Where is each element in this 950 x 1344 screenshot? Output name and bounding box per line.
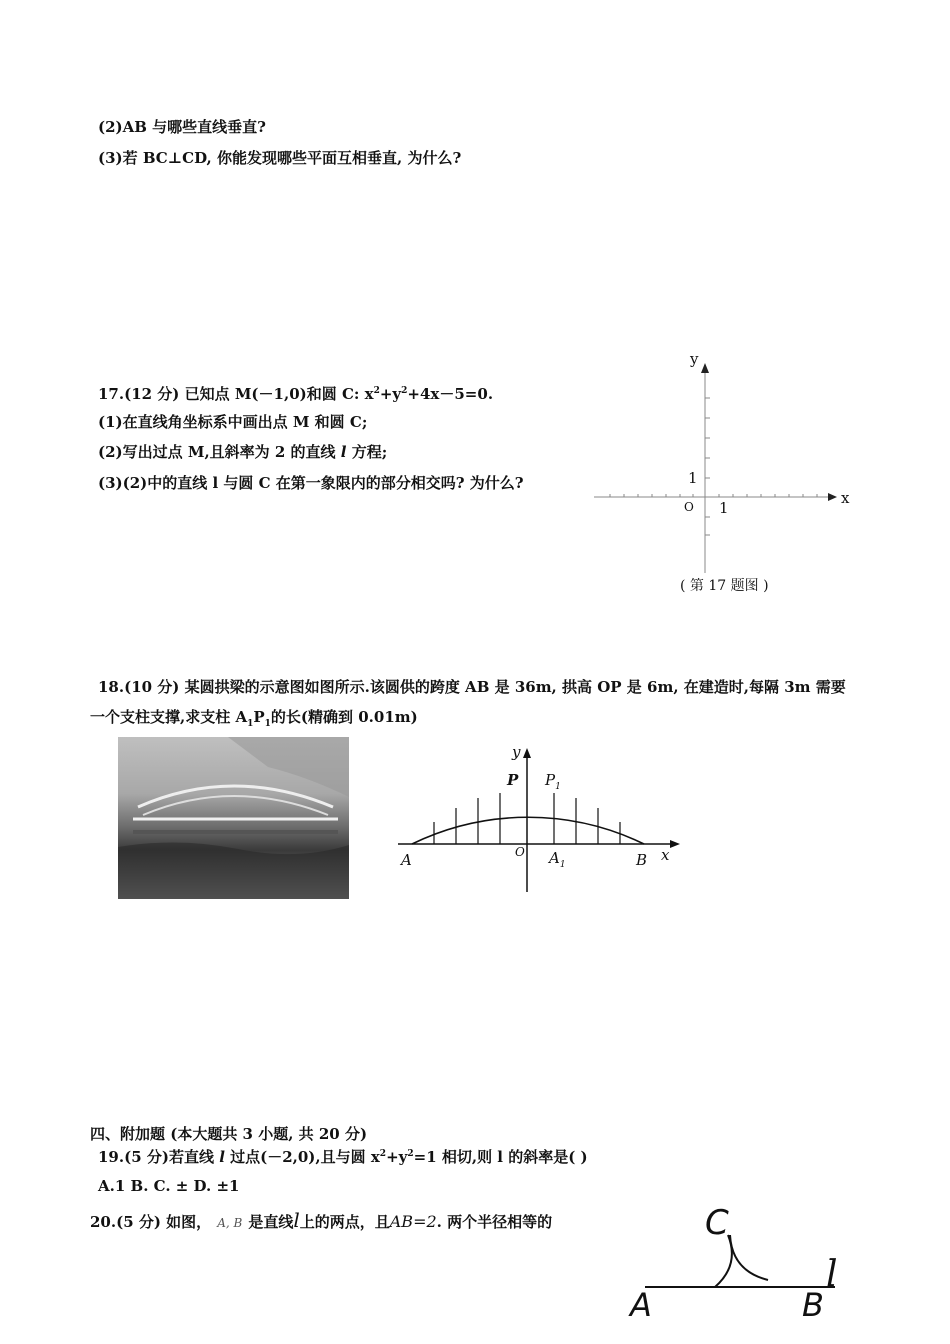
- q19-options: A.1 B. C. ± D. ±1: [98, 1177, 240, 1195]
- q20-point-a: A: [630, 1286, 652, 1324]
- q16-part2: (2)AB 与哪些直线垂直?: [98, 118, 266, 136]
- arch-point-p1: $P_1$: [545, 771, 561, 792]
- q17-x-one-label: 1: [719, 499, 729, 517]
- q17-stem: 17.(12 分) 已知点 M(－1,0)和圆 C: $x^2+y^2+4x-5=0$.: [98, 385, 494, 403]
- arch-point-a1: $A_1$: [549, 849, 566, 870]
- arch-x-label: x: [661, 846, 670, 864]
- y-axis-arrow-icon: [701, 363, 709, 373]
- arch-curve: [412, 817, 644, 844]
- q17-figure-caption: ( 第 17 题图 ): [680, 578, 769, 594]
- q20-stem: 20.(5 分) 如图， A, B 是直线l上的两点，且AB=2. 两个半径相等的: [90, 1208, 553, 1232]
- q16-part3: (3)若 BC⊥CD, 你能发现哪些平面互相垂直, 为什么?: [98, 149, 462, 167]
- bridge-photo-drawing: [118, 737, 349, 899]
- x-axis-arrow-icon: [828, 493, 837, 501]
- arch-y-arrow-icon: [523, 748, 531, 758]
- q20-line-l-label: l: [826, 1254, 838, 1295]
- arc-right: [730, 1235, 768, 1280]
- section4-title: 四、附加题 (本大题共 3 小题, 共 20 分): [90, 1125, 368, 1143]
- q20-point-c: C: [705, 1203, 729, 1243]
- q19-stem: 19.(5 分)若直线 l 过点(－2,0),且与圆 $x^2+y^2=1$ 相切,则 l 的斜率是( ): [98, 1148, 588, 1166]
- q20-point-b: B: [802, 1286, 824, 1324]
- arch-y-label: y: [512, 743, 521, 761]
- q17-x-label: x: [841, 489, 850, 507]
- arch-point-a: A: [401, 851, 412, 869]
- q17-y-label: y: [690, 350, 699, 368]
- q18-line1: 18.(10 分) 某圆拱梁的示意图如图所示.该圆供的跨度 AB 是 36m, 拱高 OP 是 6m, 在建造时,每隔 3m 需要: [98, 678, 846, 696]
- arch-x-arrow-icon: [670, 840, 680, 848]
- q17-part2: (2)写出过点 M,且斜率为 2 的直线 l 方程;: [98, 443, 388, 461]
- q17-y-one-label: 1: [688, 469, 698, 487]
- q17-axes-figure: [585, 345, 865, 605]
- bridge-photo: [118, 737, 349, 899]
- q18-line2: 一个支柱支撑,求支柱 $A_1P_1$的长(精确到 0.01m): [90, 708, 418, 729]
- q17-origin-label: O: [684, 500, 694, 514]
- arch-point-b: B: [636, 851, 648, 869]
- q17-part3: (3)(2)中的直线 l 与圆 C 在第一象限内的部分相交吗? 为什么?: [98, 474, 524, 492]
- arch-origin-o: O: [515, 845, 525, 859]
- y-ticks: [705, 398, 710, 535]
- arch-point-p: P: [507, 771, 519, 789]
- arch-diagram: [390, 742, 690, 902]
- q17-part1: (1)在直线角坐标系中画出点 M 和圆 C;: [98, 413, 368, 431]
